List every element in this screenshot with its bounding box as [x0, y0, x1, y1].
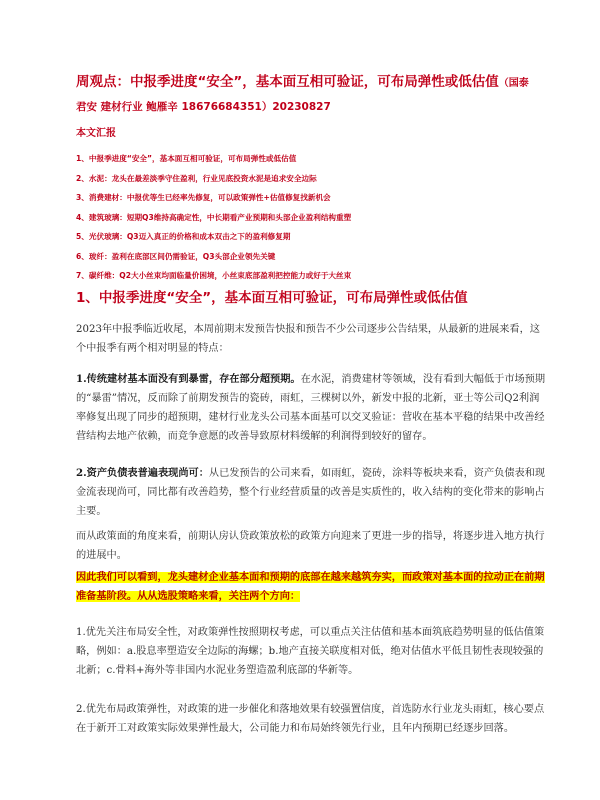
highlight-conclusion: [76, 568, 554, 606]
toc-item: 6、玻纤：盈利在底部区间仍需验证，Q3头部企业领先关键: [76, 251, 276, 261]
report-meta: 君安 建材行业 鲍雁辛 18676684351）20230827: [76, 101, 331, 113]
toc-item: 4、建筑玻璃：短期Q3维持高确定性，中长期看产业预期和头部企业盈利结构重塑: [76, 212, 352, 222]
highlight-text: 因此我们可以看到，龙头建材企业基本面和预期的底部在越来越筑夯实，而政策对基本面的拉动正在前期准备基阶段。从从选股策略来看，关注两个方向：: [76, 572, 545, 602]
paragraph-policy: 而从政策面的角度来看，前期认房认贷政策放松的政策方向迎来了更进一步的指导，将逐步进入地方执行的进展中。: [76, 531, 545, 561]
paragraph-direction-2: 2.优先布局政策弹性，对政策的进一步催化和落地效果有较强置信度，首选防水行业龙头雨虹，核心要点在于新开工对政策实际效果弹性最大，公司能力和布局始终领先行业，且年内预期已经逐步回落。: [76, 704, 545, 734]
toc-list: [76, 152, 351, 289]
summary-heading: 本文汇报: [76, 128, 116, 139]
toc-item: 2、水泥：龙头在最差淡季守住盈利，行业见底投资水泥是追求安全边际: [76, 173, 317, 183]
report-title-tail: （国泰: [498, 78, 529, 89]
report-title-text: 周观点：中报季进度“安全”，基本面互相可验证，可布局弹性或低估值: [76, 74, 499, 90]
section-heading: 1、中报季进度“安全”，基本面互相可验证，可布局弹性或低估值: [76, 290, 468, 306]
point-1-body: 在水泥，消费建材等领域，没有看到大幅低于市场预期的“暴雷”情况，反而除了前期发预告的瓷砖，雨虹，三棵树以外，新发中报的北新，亚士等公司Q2利润率修复出现了同步的超预期，建材行业龙头公司基本面基可以交叉验证：营收在基本平稳的结果中改善经营结构去地产依赖，而竞争意愿的改善导致原材料缓解的利润得到较好的留存。: [76, 374, 546, 442]
paragraph-intro: 2023年中报季临近收尾，本周前期末发预告快报和预告不少公司逐步公告结果，从最新的进展来看，这个中报季有两个相对明显的特点：: [76, 324, 540, 354]
toc-item: 5、光伏玻璃：Q3迈入真正的价格和成本双击之下的盈利修复期: [76, 232, 291, 241]
toc-item: 1、中报季进度“安全”，基本面互相可验证，可布局弹性或低估值: [76, 154, 297, 163]
paragraph-point-1: [76, 370, 548, 446]
paragraph-direction-1: 1.优先关注布局安全性，对政策弹性按照期权考虑，可以重点关注估值和基本面筑底趋势明显的低估值策略，例如：a.股息率塑造安全边际的海螺；b.地产直接关联度相对低，绝对估值水平低且韧性表现较强的北新；c.骨料+海外等非国内水泥业务塑造盈利底部的华新等。: [76, 627, 545, 676]
report-title: [76, 70, 596, 90]
point-2-body: 从已发预告的公司来看，如雨虹，瓷砖，涂料等板块来看，资产负债表和现金流表现尚可，同比都有改善趋势，整个行业经营质量的改善是实质性的，收入结构的变化带来的影响占主要。: [76, 468, 546, 517]
toc-item: 3、消费建材：中报优等生已经率先修复，可以政策弹性+估值修复找新机会: [76, 193, 331, 202]
point-1-lead: 1.传统建材基本面没有到暴雷，存在部分超预期。: [76, 373, 301, 385]
toc-item: 7、碳纤维：Q2大小丝束均面临量价困境，小丝束底部盈利把控能力或好于大丝束: [76, 271, 352, 280]
paragraph-point-2: [76, 464, 548, 521]
point-2-lead: 2.资产负债表普遍表现尚可：: [76, 467, 209, 479]
